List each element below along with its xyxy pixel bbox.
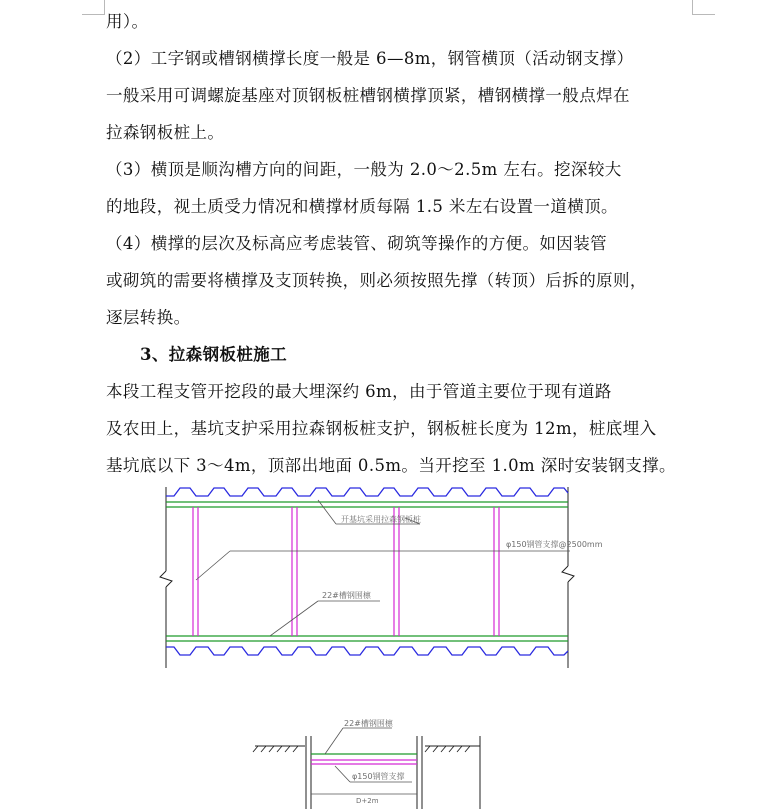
section-label-pipe-brace: φ150钢管支撑 — [352, 772, 405, 781]
ground-line-right — [425, 746, 480, 752]
section-label-purlin: 22#槽钢围檩 — [344, 719, 393, 728]
text-line: 或砌筑的需要将横撑及支顶转换，则必须按照先撑（转顶）后拆的原则， — [106, 271, 647, 290]
text-line: 逐层转换。 — [106, 308, 191, 327]
text-line: 及农田上，基坑支护采用拉森钢板桩支护，钢板桩长度为 12m，桩底埋入 — [106, 419, 657, 438]
text-line: 基坑底以下 3～4m，顶部出地面 0.5m。当开挖至 1.0m 深时安装钢支撑。 — [106, 456, 676, 475]
label-channel-purlin: 22#槽钢围檩 — [322, 591, 371, 600]
text-line: （2）工字钢或槽钢横撑长度一般是 6—8m，钢管横顶（活动钢支撑） — [106, 49, 634, 68]
text-line: （3）横顶是顺沟槽方向的间距，一般为 2.0～2.5m 左右。挖深较大 — [106, 160, 622, 179]
label-sheet-pile: 开基坑采用拉森钢板桩 — [341, 515, 421, 524]
text-line: 本段工程支管开挖段的最大埋深约 6m，由于管道主要位于现有道路 — [106, 382, 612, 401]
text-line: 用）。 — [106, 12, 149, 31]
section-label-dimension: D+2m — [356, 797, 379, 805]
ground-line-left — [253, 746, 305, 752]
text-line: 一般采用可调螺旋基座对顶钢板桩槽钢横撑顶紧，槽钢横撑一般点焊在 — [106, 86, 630, 105]
section-strut — [311, 760, 417, 764]
text-line: 拉森钢板桩上。 — [106, 123, 225, 142]
text-line: 的地段，视土质受力情况和横撑材质每隔 1.5 米左右设置一道横顶。 — [106, 197, 618, 216]
label-pipe-brace: φ150钢管支撑@2500mm — [506, 540, 603, 549]
text-line: （4）横撑的层次及标高应考虑装管、砌筑等操作的方便。如因装管 — [106, 234, 607, 253]
section-leaders — [311, 728, 417, 794]
section-heading: 3、拉森钢板桩施工 — [140, 345, 288, 364]
